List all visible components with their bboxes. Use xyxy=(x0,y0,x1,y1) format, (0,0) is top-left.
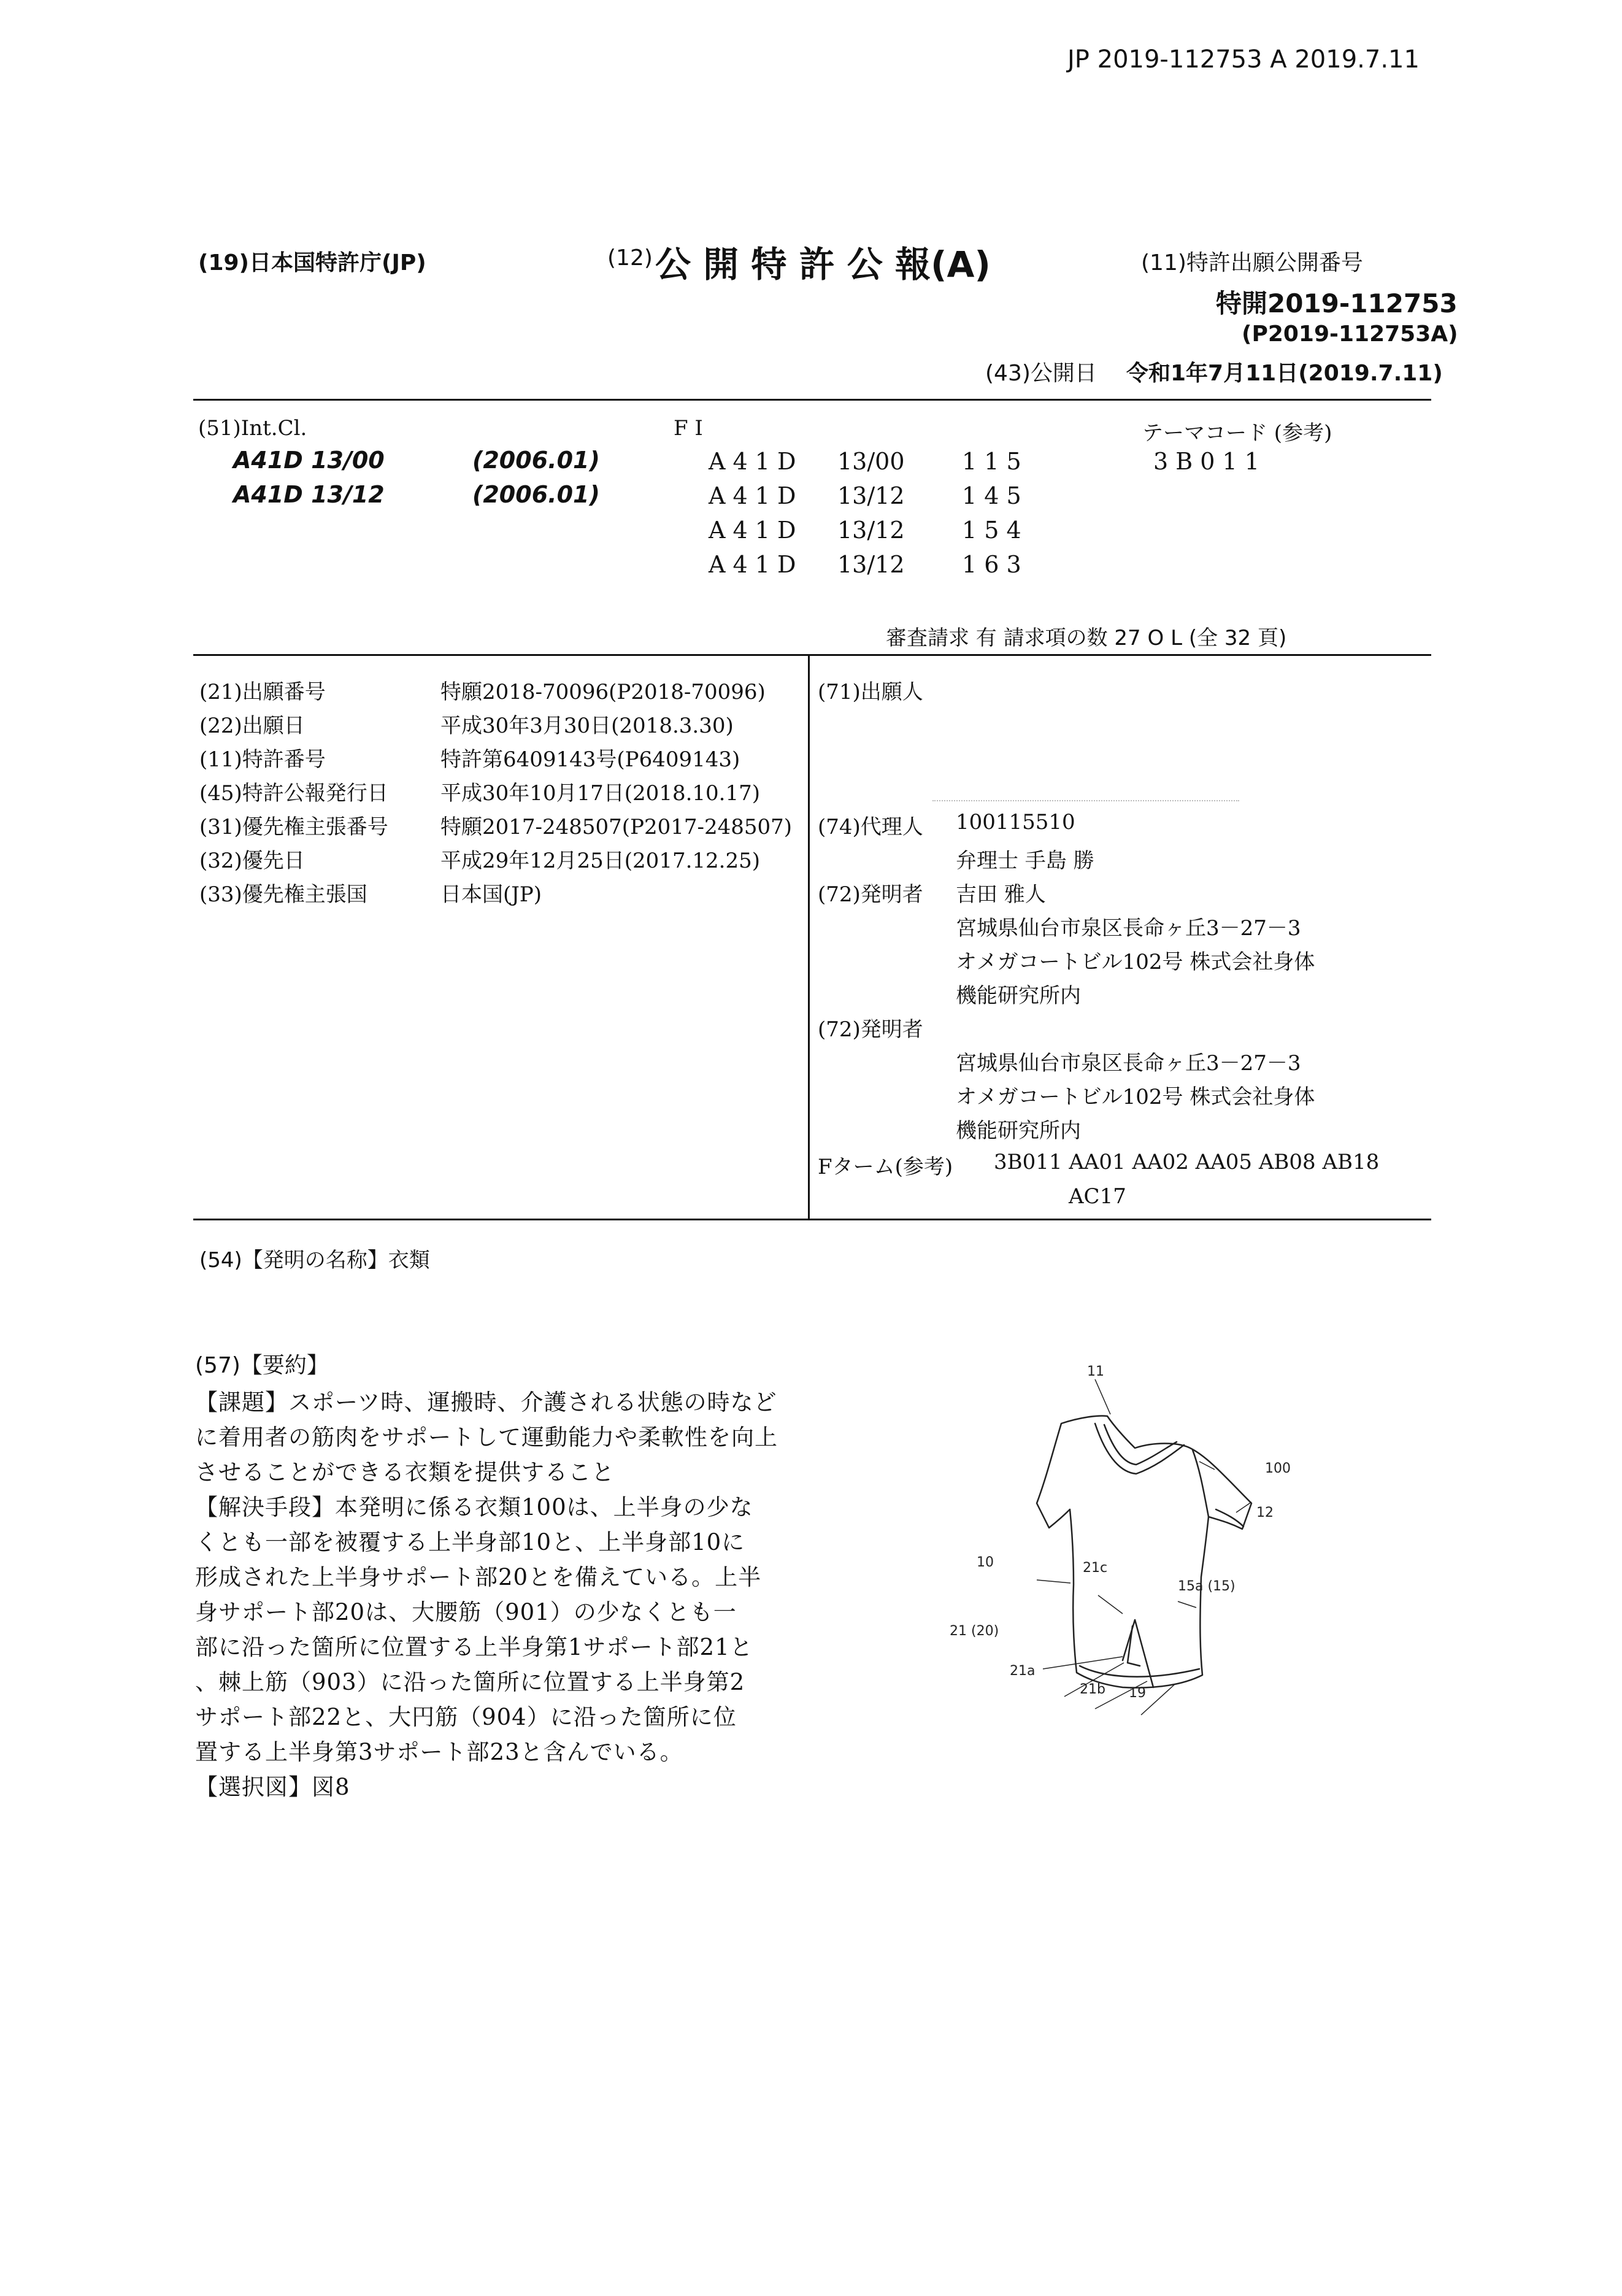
abstract-line: 置する上半身第3サポート部23と含んでいる。 xyxy=(195,1739,683,1765)
agent-label: (74)代理人 xyxy=(818,815,923,839)
rule-top xyxy=(193,399,1431,401)
biblio-label: (11)特許番号 xyxy=(199,747,326,772)
figure-label-12: 12 xyxy=(1256,1505,1274,1520)
biblio-label: (21)出願番号 xyxy=(199,680,326,704)
figure-label-10: 10 xyxy=(977,1555,994,1570)
fterm-codes: AC17 xyxy=(1069,1184,1126,1209)
biblio-value: 平成30年3月30日(2018.3.30) xyxy=(440,714,734,738)
inventor-label: (72)発明者 xyxy=(818,882,923,907)
figure-label-21a: 21a xyxy=(1010,1663,1036,1679)
inventor-address-line: オメガコートビル102号 株式会社身体 xyxy=(956,1085,1315,1109)
publication-date: 令和1年7月11日(2019.7.11) xyxy=(1126,361,1443,386)
intcl-label: (51)Int.Cl. xyxy=(198,416,307,441)
abstract-line: 【課題】スポーツ時、運搬時、介護される状態の時など xyxy=(195,1389,777,1416)
examination-line: 審査請求 有 請求項の数 27 O L (全 32 頁) xyxy=(886,626,1287,650)
leader-100 xyxy=(1199,1462,1215,1470)
fi-main: A 4 1 D xyxy=(709,517,796,544)
fi-sub: 13/12 xyxy=(837,482,905,509)
biblio-label: (22)出願日 xyxy=(199,714,305,738)
inventor-address-line: オメガコートビル102号 株式会社身体 xyxy=(956,950,1315,974)
inventor-address-line: 機能研究所内 xyxy=(956,1119,1081,1143)
agent-number: 100115510 xyxy=(956,810,1075,834)
publication-number-alt: (P2019-112753A) xyxy=(1242,322,1458,347)
biblio-label: (33)優先権主張国 xyxy=(199,882,367,907)
column-divider xyxy=(808,654,810,1220)
figure-label-21c: 21c xyxy=(1083,1560,1108,1576)
patent-office: (19)日本国特許庁(JP) xyxy=(198,250,426,275)
fi-num: 1 1 5 xyxy=(962,448,1021,475)
garment-figure xyxy=(920,1356,1319,1736)
abstract-line: 形成された上半身サポート部20とを備えている。上半 xyxy=(195,1564,762,1590)
leader-11 xyxy=(1095,1379,1110,1414)
inventor-address-line: 宮城県仙台市泉区長命ヶ丘3－27－3 xyxy=(956,1051,1301,1076)
fi-sub: 13/12 xyxy=(837,551,905,578)
document-reference: JP 2019-112753 A 2019.7.11 xyxy=(1067,45,1420,74)
hem-line xyxy=(1080,1666,1199,1677)
abstract-line: 部に沿った箇所に位置する上半身第1サポート部21と xyxy=(195,1634,753,1660)
fi-num: 1 6 3 xyxy=(962,551,1021,578)
biblio-value: 特許第6409143号(P6409143) xyxy=(440,747,740,772)
figure-label-100: 100 xyxy=(1265,1461,1291,1476)
invention-title: (54)【発明の名称】衣類 xyxy=(199,1248,430,1273)
fi-label: F I xyxy=(674,416,703,441)
abstract-line: 、棘上筋（903）に沿った箇所に位置する上半身第2 xyxy=(195,1669,745,1695)
biblio-value: 平成30年10月17日(2018.10.17) xyxy=(440,781,760,806)
fi-num: 1 5 4 xyxy=(962,517,1021,544)
collar xyxy=(1095,1423,1184,1474)
figure-label-15a: 15a (15) xyxy=(1178,1579,1236,1594)
fi-sub: 13/00 xyxy=(837,448,905,475)
fi-main: A 4 1 D xyxy=(709,551,796,578)
redacted-applicant-mark xyxy=(932,796,1239,801)
biblio-label: (31)優先権主張番号 xyxy=(199,815,388,839)
intcl-version: (2006.01) xyxy=(472,447,600,474)
abstract-line: 【選択図】図8 xyxy=(195,1774,350,1800)
biblio-value: 特願2018-70096(P2018-70096) xyxy=(440,680,766,704)
inventor-name: 吉田 雅人 xyxy=(956,882,1046,907)
pubdate-label: (43)公開日 xyxy=(985,361,1097,386)
biblio-value: 平成29年12月25日(2017.12.25) xyxy=(440,849,760,873)
theme-code: 3 B 0 1 1 xyxy=(1153,448,1259,475)
leader-15a xyxy=(1178,1601,1196,1608)
abstract-line: 【解決手段】本発明に係る衣類100は、上半身の少な xyxy=(195,1494,753,1520)
shirt-outline xyxy=(1037,1416,1251,1688)
figure-label-21: 21 (20) xyxy=(950,1624,999,1639)
publication-kind: 公 開 特 許 公 報(A) xyxy=(655,244,991,285)
figure-label-21b: 21b xyxy=(1080,1682,1105,1697)
abstract-line: 身サポート部20は、大腰筋（901）の少なくとも一 xyxy=(195,1599,737,1625)
biblio-label: (32)優先日 xyxy=(199,849,305,873)
theme-code-label: テーマコード (参考) xyxy=(1142,421,1332,445)
intcl-version: (2006.01) xyxy=(472,481,600,508)
sleeve-seam xyxy=(1193,1450,1209,1517)
rule-mid xyxy=(193,654,1431,656)
rule-bottom xyxy=(193,1219,1431,1220)
intcl-code: A41D 13/12 xyxy=(233,481,385,508)
biblio-value: 日本国(JP) xyxy=(440,882,542,907)
kind-prefix: (12) xyxy=(607,245,653,271)
intcl-code: A41D 13/00 xyxy=(233,447,385,474)
figure-label-19: 19 xyxy=(1129,1685,1146,1701)
leader-10 xyxy=(1037,1580,1070,1583)
applicant-label: (71)出願人 xyxy=(818,680,923,704)
leader-19 xyxy=(1141,1684,1175,1715)
inventor-address-line: 機能研究所内 xyxy=(956,984,1081,1008)
abstract-line: くとも一部を被覆する上半身部10と、上半身部10に xyxy=(195,1529,745,1555)
biblio-label: (45)特許公報発行日 xyxy=(199,781,388,806)
agent-name: 弁理士 手島 勝 xyxy=(956,849,1094,873)
fi-main: A 4 1 D xyxy=(709,482,796,509)
fi-sub: 13/12 xyxy=(837,517,905,544)
fi-main: A 4 1 D xyxy=(709,448,796,475)
leader-21c xyxy=(1098,1595,1123,1614)
abstract-line: に着用者の筋肉をサポートして運動能力や柔軟性を向上 xyxy=(195,1424,778,1450)
fterm-label: Fターム(参考) xyxy=(818,1155,953,1179)
inventor-label: (72)発明者 xyxy=(818,1017,923,1042)
fterm-codes: 3B011 AA01 AA02 AA05 AB08 AB18 xyxy=(994,1150,1380,1174)
abstract-line: させることができる衣類を提供すること xyxy=(195,1459,615,1485)
fi-num: 1 4 5 xyxy=(962,482,1021,509)
figure-label-11: 11 xyxy=(1087,1364,1104,1379)
abstract-heading: (57)【要約】 xyxy=(195,1353,329,1378)
inventor-address-line: 宮城県仙台市泉区長命ヶ丘3－27－3 xyxy=(956,916,1301,941)
biblio-value: 特願2017-248507(P2017-248507) xyxy=(440,815,793,839)
pubno-label: (11)特許出願公開番号 xyxy=(1141,250,1363,275)
abstract-line: サポート部22と、大円筋（904）に沿った箇所に位 xyxy=(195,1704,737,1730)
publication-number: 特開2019-112753 xyxy=(1216,288,1458,318)
